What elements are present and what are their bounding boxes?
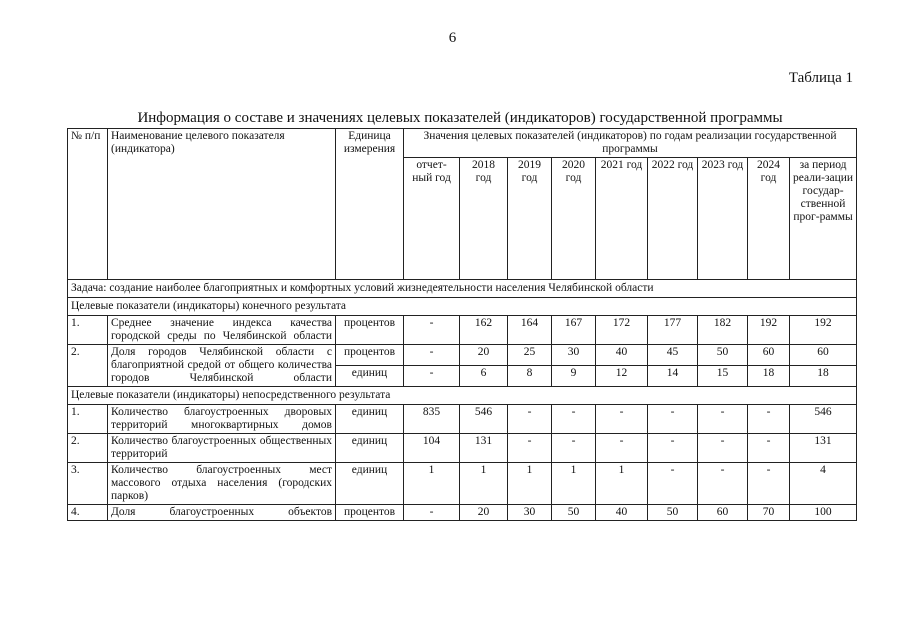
row-value: 182 — [698, 316, 748, 345]
row-value: - — [596, 405, 648, 434]
row-value: 9 — [552, 366, 596, 387]
row-value: - — [698, 463, 748, 505]
row-value: - — [552, 405, 596, 434]
row-value: 25 — [508, 345, 552, 366]
row-num: 2. — [68, 434, 108, 463]
row-value: 40 — [596, 505, 648, 521]
row-value: - — [508, 405, 552, 434]
row-value: 12 — [596, 366, 648, 387]
header-col-2021: 2021 год — [596, 158, 648, 280]
row-value: - — [648, 434, 698, 463]
row-unit: единиц — [336, 366, 404, 387]
header-col-2019: 2019 год — [508, 158, 552, 280]
row-value: 18 — [748, 366, 790, 387]
row-name: Доля благоустроенных объектов — [108, 505, 336, 521]
row-unit: процентов — [336, 345, 404, 366]
row-name: Количество благоустроенных общественных территорий — [108, 434, 336, 463]
row-value: - — [748, 463, 790, 505]
section-direct-row — [68, 387, 857, 405]
header-col-total: за период реали-зации государ-ственной прог-раммы — [790, 158, 857, 280]
row-value: - — [748, 434, 790, 463]
row-value: - — [404, 345, 460, 366]
header-unit: Единица измерения — [336, 129, 404, 280]
indicators-table — [67, 128, 857, 521]
header-col-2018: 2018 год — [460, 158, 508, 280]
row-value: 50 — [648, 505, 698, 521]
row-value: - — [508, 434, 552, 463]
row-value: 8 — [508, 366, 552, 387]
row-value: 164 — [508, 316, 552, 345]
row-value: 172 — [596, 316, 648, 345]
row-value: 131 — [790, 434, 857, 463]
row-num: 1. — [68, 405, 108, 434]
row-unit: единиц — [336, 434, 404, 463]
row-value: 45 — [648, 345, 698, 366]
row-unit: единиц — [336, 463, 404, 505]
row-value: 30 — [508, 505, 552, 521]
table-row — [68, 505, 857, 521]
row-value: 4 — [790, 463, 857, 505]
row-value: 20 — [460, 505, 508, 521]
row-value: 15 — [698, 366, 748, 387]
row-num: 4. — [68, 505, 108, 521]
row-name: Количество благоустроенных дворовых территорий многоквартирных домов — [108, 405, 336, 434]
row-value: - — [748, 405, 790, 434]
row-value: 546 — [460, 405, 508, 434]
row-value: 104 — [404, 434, 460, 463]
row-value: 50 — [552, 505, 596, 521]
document-title: Информация о составе и значениях целевых показателей (индикаторов) государственной программы — [137, 110, 783, 126]
row-value: 131 — [460, 434, 508, 463]
row-value: 6 — [460, 366, 508, 387]
row-num: 3. — [68, 463, 108, 505]
row-value: - — [698, 434, 748, 463]
row-value: 60 — [790, 345, 857, 366]
row-value: 546 — [790, 405, 857, 434]
row-value: - — [698, 405, 748, 434]
table-row — [68, 345, 857, 366]
header-values-group: Значения целевых показателей (индикаторов) по годам реализации государственной программы — [404, 129, 857, 158]
row-value: 1 — [596, 463, 648, 505]
row-value: - — [552, 434, 596, 463]
row-value: 1 — [404, 463, 460, 505]
row-value: 60 — [698, 505, 748, 521]
section-final-label: Целевые показатели (индикаторы) конечного результата — [68, 298, 857, 316]
task-text: Задача: создание наиболее благоприятных и комфортных условий жизнедеятельности населения Челябинской области — [68, 280, 857, 298]
row-value: 192 — [790, 316, 857, 345]
row-name: Количество благоустроенных мест массового отдыха населения (городских парков) — [108, 463, 336, 505]
row-value: 50 — [698, 345, 748, 366]
section-direct-label: Целевые показатели (индикаторы) непосредственного результата — [68, 387, 857, 405]
header-col-2024: 2024 год — [748, 158, 790, 280]
row-value: 100 — [790, 505, 857, 521]
header-num: № п/п — [68, 129, 108, 280]
header-name: Наименование целевого показателя (индикатора) — [108, 129, 336, 280]
row-value: 192 — [748, 316, 790, 345]
page-number: 6 — [448, 30, 457, 46]
header-col-2023: 2023 год — [698, 158, 748, 280]
row-value: 60 — [748, 345, 790, 366]
row-value: - — [404, 366, 460, 387]
row-value: 1 — [552, 463, 596, 505]
row-value: - — [648, 463, 698, 505]
row-value: 835 — [404, 405, 460, 434]
table-label: Таблица 1 — [788, 70, 853, 86]
row-value: 30 — [552, 345, 596, 366]
row-value: 14 — [648, 366, 698, 387]
header-col-2020: 2020 год — [552, 158, 596, 280]
table-row — [68, 405, 857, 434]
row-value: 20 — [460, 345, 508, 366]
row-value: 40 — [596, 345, 648, 366]
header-row-1 — [68, 129, 857, 158]
row-num: 1. — [68, 316, 108, 345]
row-value: - — [404, 316, 460, 345]
table-row — [68, 434, 857, 463]
row-value: - — [404, 505, 460, 521]
header-col-2022: 2022 год — [648, 158, 698, 280]
row-unit: процентов — [336, 505, 404, 521]
row-value: 18 — [790, 366, 857, 387]
task-row — [68, 280, 857, 298]
row-value: - — [648, 405, 698, 434]
row-name: Доля городов Челябинской области с благоприятной средой от общего количества городов Челябинской области — [108, 345, 336, 387]
row-value: 167 — [552, 316, 596, 345]
header-col-report: отчет-ный год — [404, 158, 460, 280]
table-row — [68, 463, 857, 505]
row-value: 70 — [748, 505, 790, 521]
row-value: 1 — [460, 463, 508, 505]
row-name: Среднее значение индекса качества городской среды по Челябинской области — [108, 316, 336, 345]
row-value: 162 — [460, 316, 508, 345]
row-value: - — [596, 434, 648, 463]
row-unit: процентов — [336, 316, 404, 345]
table-row — [68, 316, 857, 345]
row-num: 2. — [68, 345, 108, 387]
row-value: 1 — [508, 463, 552, 505]
row-value: 177 — [648, 316, 698, 345]
row-unit: единиц — [336, 405, 404, 434]
section-final-row — [68, 298, 857, 316]
